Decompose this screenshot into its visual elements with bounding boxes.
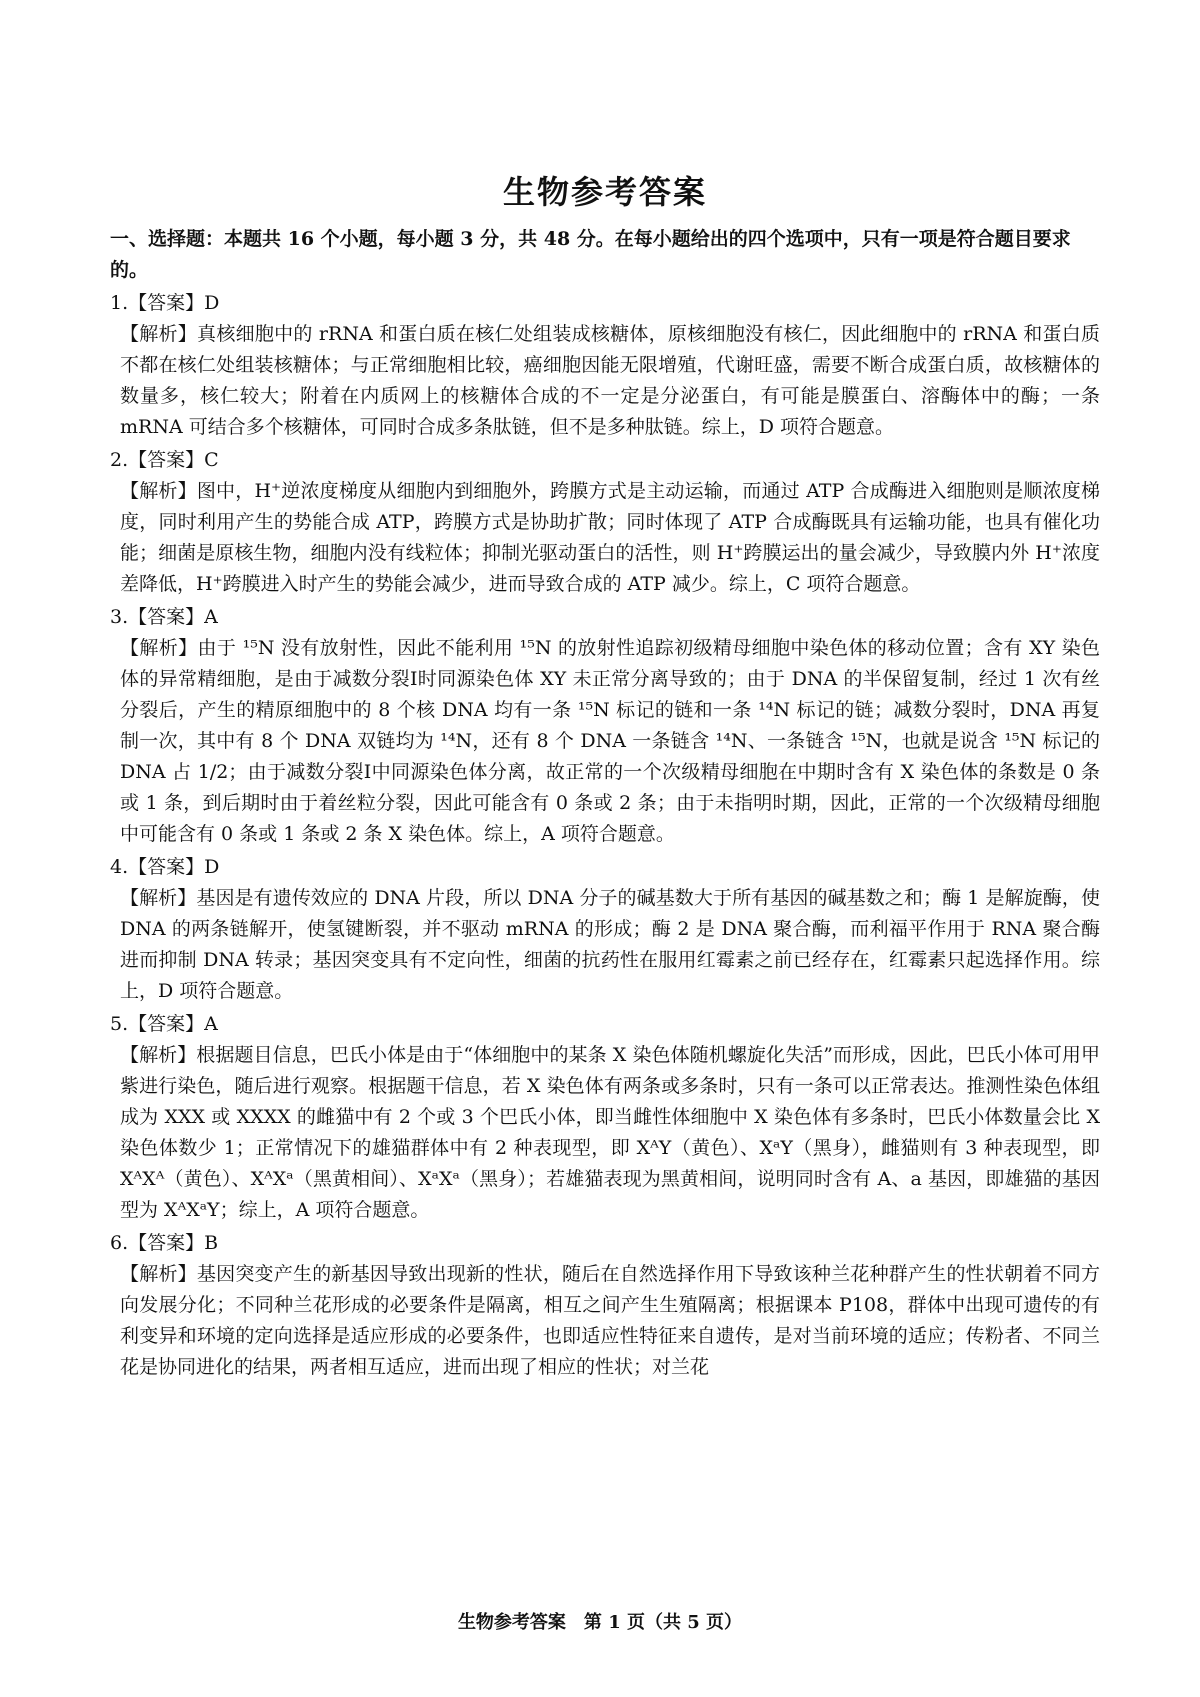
answer-line: 5.【答案】A (110, 1013, 218, 1035)
answer-line: 2.【答案】C (110, 449, 219, 471)
answer-line: 3.【答案】A (110, 606, 218, 628)
question-2 (110, 445, 1100, 600)
question-3 (110, 602, 1100, 850)
explanation-text: 【解析】由于 ¹⁵N 没有放射性，因此不能利用 ¹⁵N 的放射性追踪初级精母细胞中染色体的移动位置；含有 XY 染色体的异常精细胞，是由于减数分裂Ⅰ时同源染色体 XY 未正常分离导致的；由于 DNA 的半保留复制，经过 1 次有丝分裂后，产生的精原细胞中的 8 个核 DNA 均有一条 ¹⁵N 标记的链和一条 ¹⁴N 标记的链；减数分裂时，DNA 再复制一次，其中有 8 个 DNA 双链均为 ¹⁴N，还有 8 个 DNA 一条链含 ¹⁴N、一条链含 ¹⁵N，也就是说含 ¹⁵N 标记的 DNA 占 1/2；由于减数分裂Ⅰ中同源染色体分离，故正常的一个次级精母细胞在中期时含有 X 染色体的条数是 0 条或 1 条，到后期时由于着丝粒分裂，因此可能含有 0 条或 2 条；由于未指明时期，因此，正常的一个次级精母细胞中可能含有 0 条或 1 条或 2 条 X 染色体。综上，A 项符合题意。 (120, 637, 1100, 845)
answer-line: 6.【答案】B (110, 1232, 219, 1254)
answer-line: 1.【答案】D (110, 292, 220, 314)
explanation-text: 【解析】基因是有遗传效应的 DNA 片段，所以 DNA 分子的碱基数大于所有基因的碱基数之和；酶 1 是解旋酶，使 DNA 的两条链解开，使氢键断裂，并不驱动 mRNA 的形成；酶 2 是 DNA 聚合酶，而利福平作用于 RNA 聚合酶进而抑制 DNA 转录；基因突变具有不定向性，细菌的抗药性在服用红霉素之前已经存在，红霉素只起选择作用。综上，D 项符合题意。 (120, 887, 1100, 1002)
explanation-text: 【解析】图中，H⁺逆浓度梯度从细胞内到细胞外，跨膜方式是主动运输，而通过 ATP 合成酶进入细胞则是顺浓度梯度，同时利用产生的势能合成 ATP，跨膜方式是协助扩散；同时体现了 ATP 合成酶既具有运输功能，也具有催化功能；细菌是原核生物，细胞内没有线粒体；抑制光驱动蛋白的活性，则 H⁺跨膜运出的量会减少，导致膜内外 H⁺浓度差降低，H⁺跨膜进入时产生的势能会减少，进而导致合成的 ATP 减少。综上，C 项符合题意。 (120, 480, 1100, 595)
explanation-text: 【解析】根据题目信息，巴氏小体是由于“体细胞中的某条 X 染色体随机螺旋化失活”而形成，因此，巴氏小体可用甲紫进行染色，随后进行观察。根据题干信息，若 X 染色体有两条或多条时，只有一条可以正常表达。推测性染色体组成为 XXX 或 XXXX 的雌猫中有 2 个或 3 个巴氏小体，即当雌性体细胞中 X 染色体有多条时，巴氏小体数量会比 X 染色体数少 1；正常情况下的雄猫群体中有 2 种表现型，即 XᴬY（黄色）、XᵃY（黑身），雌猫则有 3 种表现型，即 XᴬXᴬ（黄色）、XᴬXᵃ（黑黄相间）、XᵃXᵃ（黑身）；若雄猫表现为黑黄相间，说明同时含有 A、a 基因，即雄猫的基因型为 XᴬXᵃY；综上，A 项符合题意。 (120, 1044, 1100, 1221)
question-5 (110, 1009, 1100, 1226)
document-page (110, 170, 1100, 1385)
question-6 (110, 1228, 1100, 1383)
page-title: 生物参考答案 (502, 173, 707, 211)
answer-line: 4.【答案】D (110, 856, 220, 878)
explanation-text: 【解析】基因突变产生的新基因导致出现新的性状，随后在自然选择作用下导致该种兰花种群产生的性状朝着不同方向发展分化；不同种兰花形成的必要条件是隔离，相互之间产生生殖隔离；根据课本 P108，群体中出现可遗传的有利变异和环境的定向选择是适应形成的必要条件，也即适应性特征来自遗传，是对当前环境的适应；传粉者、不同兰花是协同进化的结果，两者相互适应，进而出现了相应的性状；对兰花 (120, 1263, 1100, 1378)
page-footer: 生物参考答案 第 1 页（共 5 页） (457, 1612, 743, 1633)
question-1 (110, 288, 1100, 443)
question-4 (110, 852, 1100, 1007)
section-heading: 一、选择题：本题共 16 个小题，每小题 3 分，共 48 分。在每小题给出的四个选项中，只有一项是符合题目要求的。 (110, 228, 1071, 281)
explanation-text: 【解析】真核细胞中的 rRNA 和蛋白质在核仁处组装成核糖体，原核细胞没有核仁，因此细胞中的 rRNA 和蛋白质不都在核仁处组装核糖体；与正常细胞相比较，癌细胞因能无限增殖，代谢旺盛，需要不断合成蛋白质，故核糖体的数量多，核仁较大；附着在内质网上的核糖体合成的不一定是分泌蛋白，有可能是膜蛋白、溶酶体中的酶；一条 mRNA 可结合多个核糖体，可同时合成多条肽链，但不是多种肽链。综上，D 项符合题意。 (120, 323, 1100, 438)
